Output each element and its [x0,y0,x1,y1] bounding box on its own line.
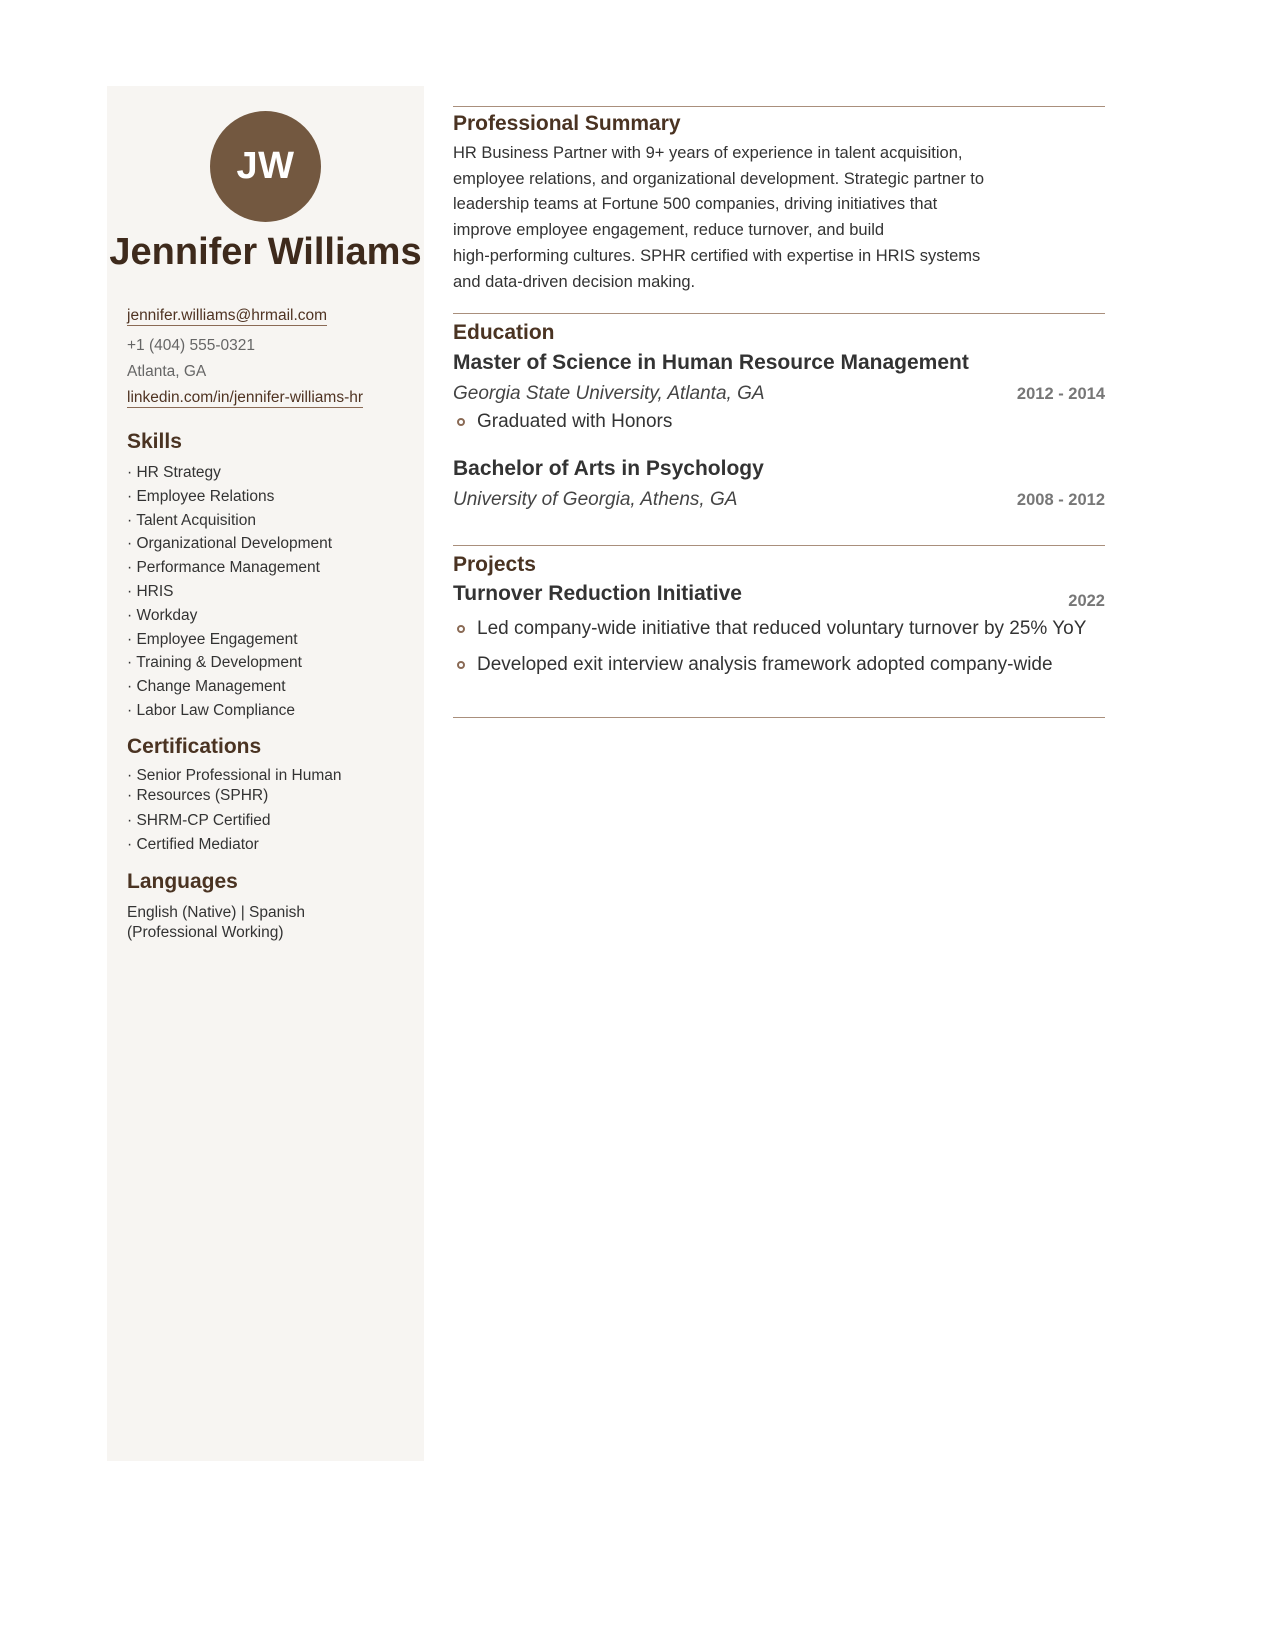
school-name: University of Georgia, Athens, GA [453,489,738,511]
degree-title: Bachelor of Arts in Psychology [453,457,764,481]
summary-line: leadership teams at Fortune 500 companies, driving initiatives that [453,195,938,214]
skill-item: · HR Strategy [127,464,221,481]
skills-section [127,429,417,723]
certifications-list [127,766,417,857]
bullet-item: Led company-wide initiative that reduced voluntary turnover by 25% YoY [453,615,1093,642]
email-link[interactable]: jennifer.williams@hrmail.com [127,307,328,324]
bullet-item: Developed exit interview analysis framework adopted company-wide [453,651,1093,678]
certification-item: · Certified Mediator [127,835,259,853]
avatar-initials: JW [236,145,295,187]
summary-text [453,141,1043,295]
skill-item: · Employee Relations [127,487,275,505]
bullet-icon [457,625,465,633]
skill-item: · Performance Management [127,559,320,577]
project-bullets [453,615,1093,678]
skill-item: · Organizational Development [127,535,333,553]
summary-line: high-performing cultures. SPHR certified with expertise in HRIS systems [453,246,981,265]
skill-item: · Workday [127,606,198,624]
skills-heading: Skills [127,430,182,453]
languages-line: English (Native) | Spanish [127,904,306,921]
education-dates: 2008 - 2012 [1016,491,1105,510]
summary-line: employee relations, and organizational development. Strategic partner to [453,169,985,188]
skill-item: · Talent Acquisition [127,511,256,529]
degree-title: Master of Science in Human Resource Management [453,351,969,375]
certification-item: · Senior Professional in Human [127,767,342,784]
projects-heading: Projects [453,553,536,577]
summary-line: improve employee engagement, reduce turnover, and build [453,221,885,240]
section-divider [453,717,1105,718]
summary-line: and data-driven decision making. [453,272,696,291]
education-section [453,314,1105,514]
summary-section [453,107,1105,295]
summary-heading: Professional Summary [453,112,681,135]
skill-item: · Labor Law Compliance [127,701,296,719]
education-heading: Education [453,321,555,345]
education-bullets [453,408,1105,435]
languages-heading: Languages [127,870,238,893]
certification-item: · SHRM-CP Certified [127,812,271,829]
languages-line: (Professional Working) [127,923,284,941]
education-entry [453,454,1105,514]
certifications-heading: Certifications [127,735,262,758]
bullet-item: Graduated with Honors [453,408,1105,435]
avatar [210,111,321,222]
education-dates: 2012 - 2014 [1016,385,1105,404]
bullet-icon [457,418,465,426]
phone-number: +1 (404) 555-0321 [127,337,255,354]
project-entry [453,579,1105,678]
school-name: Georgia State University, Atlanta, GA [453,383,765,405]
skill-item: · HRIS [127,582,174,600]
certifications-section [127,734,417,857]
skill-item: · Employee Engagement [127,630,298,648]
sidebar [107,86,424,1461]
projects-section [453,546,1105,678]
project-year: 2022 [1068,592,1105,611]
linkedin-link[interactable]: linkedin.com/in/jennifer-williams-hr [127,389,364,406]
skill-item: · Training & Development [127,654,302,672]
education-entry [453,348,1105,435]
project-title: Turnover Reduction Initiative [453,582,742,606]
certification-item: · Resources (SPHR) [127,787,269,804]
bullet-icon [457,661,465,669]
main-content [453,106,1105,718]
languages-section [127,869,417,942]
contact-info [127,303,417,415]
location: Atlanta, GA [127,363,207,380]
summary-line: HR Business Partner with 9+ years of experience in talent acquisition, [453,144,963,162]
skill-item: · Change Management [127,678,286,696]
skills-list [127,461,417,723]
candidate-name: Jennifer Williams [109,231,422,273]
